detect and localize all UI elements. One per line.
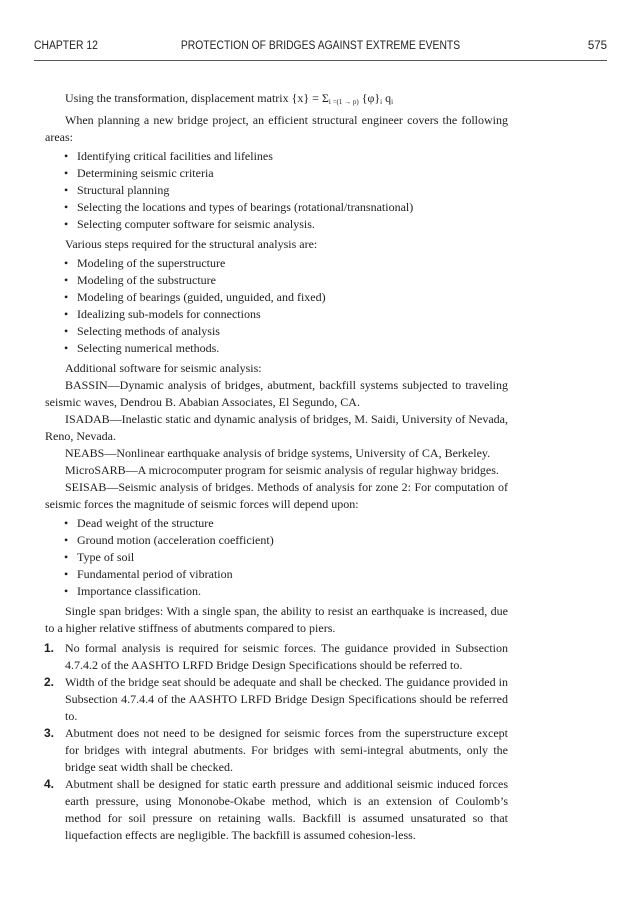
item-text: No formal analysis is required for seismic forces. The guidance provided in Subsection 4.7.4.2 of the AASHTO LRFD Bridge Design Specifications should be referred to. bbox=[65, 641, 508, 672]
transformation-formula: Using the transformation, displacement matrix $\{x\} = \Sigma_{i =(1 \to p)}$ $\{\varphi\}_i$ $q_i$ bbox=[65, 91, 394, 106]
numbered-item bbox=[45, 674, 508, 725]
single-span-paragraph: Single span bridges: With a single span, the ability to resist an earthquake is increased, due to a higher relative stiffness of abutments compared to piers. bbox=[45, 604, 508, 635]
list-item: • Type of soil bbox=[45, 549, 508, 566]
list-item: • Dead weight of the structure bbox=[45, 515, 508, 532]
list-item: • Identifying critical facilities and lifelines bbox=[45, 148, 508, 165]
item-number: 2. bbox=[44, 675, 55, 689]
intro-paragraph: When planning a new bridge project, an efficient structural engineer covers the following areas: bbox=[45, 113, 508, 144]
steps-list bbox=[45, 255, 508, 357]
item-number: 3. bbox=[44, 726, 55, 740]
numbered-item bbox=[45, 725, 508, 776]
list-item: • Selecting the locations and types of bearings (rotational/transnational) bbox=[45, 199, 508, 216]
list-item: • Idealizing sub-models for connections bbox=[45, 306, 508, 323]
numbered-list bbox=[45, 640, 508, 844]
numbered-item bbox=[45, 776, 508, 844]
list-item: • Fundamental period of vibration bbox=[45, 566, 508, 583]
list-item: • Modeling of bearings (guided, unguided, and fixed) bbox=[45, 289, 508, 306]
factors-list bbox=[45, 515, 508, 600]
page-body bbox=[45, 90, 508, 844]
areas-list bbox=[45, 148, 508, 233]
software-heading: Additional software for seismic analysis: bbox=[65, 361, 262, 375]
software-bassin: BASSIN—Dynamic analysis of bridges, abutment, backfill systems subjected to traveling seismic waves, Dendrou B. Ababian Associates, El Segundo, CA. bbox=[45, 378, 508, 409]
item-text: Abutment shall be designed for static earth pressure and additional seismic induced forces earth pressure, using Mononobe-Okabe method, which is an extension of Coulomb’s method for soil pressure on retaining walls. Backfill is assumed unsaturated so that liquefaction effects are negligible. The backfill is assumed cohesion-less. bbox=[65, 777, 508, 842]
numbered-item bbox=[45, 640, 508, 674]
list-item: • Selecting methods of analysis bbox=[45, 323, 508, 340]
software-seisab: SEISAB—Seismic analysis of bridges. Methods of analysis for zone 2: For computation of seismic forces the magnitude of seismic forces will depend upon: bbox=[45, 480, 508, 511]
list-item: • Modeling of the superstructure bbox=[45, 255, 508, 272]
list-item: • Structural planning bbox=[45, 182, 508, 199]
list-item: • Selecting computer software for seismic analysis. bbox=[45, 216, 508, 233]
list-item: • Selecting numerical methods. bbox=[45, 340, 508, 357]
list-item: • Determining seismic criteria bbox=[45, 165, 508, 182]
item-number: 1. bbox=[44, 641, 55, 655]
software-isadab: ISADAB—Inelastic static and dynamic analysis of bridges, M. Saidi, University of Nevada, Reno, Nevada. bbox=[45, 412, 508, 443]
header-rule bbox=[34, 60, 607, 61]
running-title: PROTECTION OF BRIDGES AGAINST EXTREME EVENTS bbox=[180, 40, 461, 52]
running-header bbox=[34, 40, 607, 56]
item-number: 4. bbox=[44, 777, 55, 791]
item-text: Abutment does not need to be designed for seismic forces from the superstructure except for bridges with integral abutments. For bridges with semi-integral abutments, only the bridge seat width shall be checked. bbox=[65, 726, 508, 774]
list-item: • Ground motion (acceleration coefficient) bbox=[45, 532, 508, 549]
item-text: Width of the bridge seat should be adequate and shall be checked. The guidance provided in Subsection 4.7.4.4 of the AASHTO LRFD Bridge Design Specifications should be referred to. bbox=[65, 675, 508, 723]
page-number: 575 bbox=[587, 40, 607, 52]
chapter-label: CHAPTER 12 bbox=[34, 40, 98, 52]
software-neabs: NEABS—Nonlinear earthquake analysis of bridge systems, University of CA, Berkeley. bbox=[65, 446, 491, 460]
list-item: • Modeling of the substructure bbox=[45, 272, 508, 289]
list-item: • Importance classification. bbox=[45, 583, 508, 600]
software-microsarb: MicroSARB—A microcomputer program for seismic analysis of regular highway bridges. bbox=[65, 463, 499, 477]
steps-heading: Various steps required for the structural analysis are: bbox=[65, 237, 318, 251]
